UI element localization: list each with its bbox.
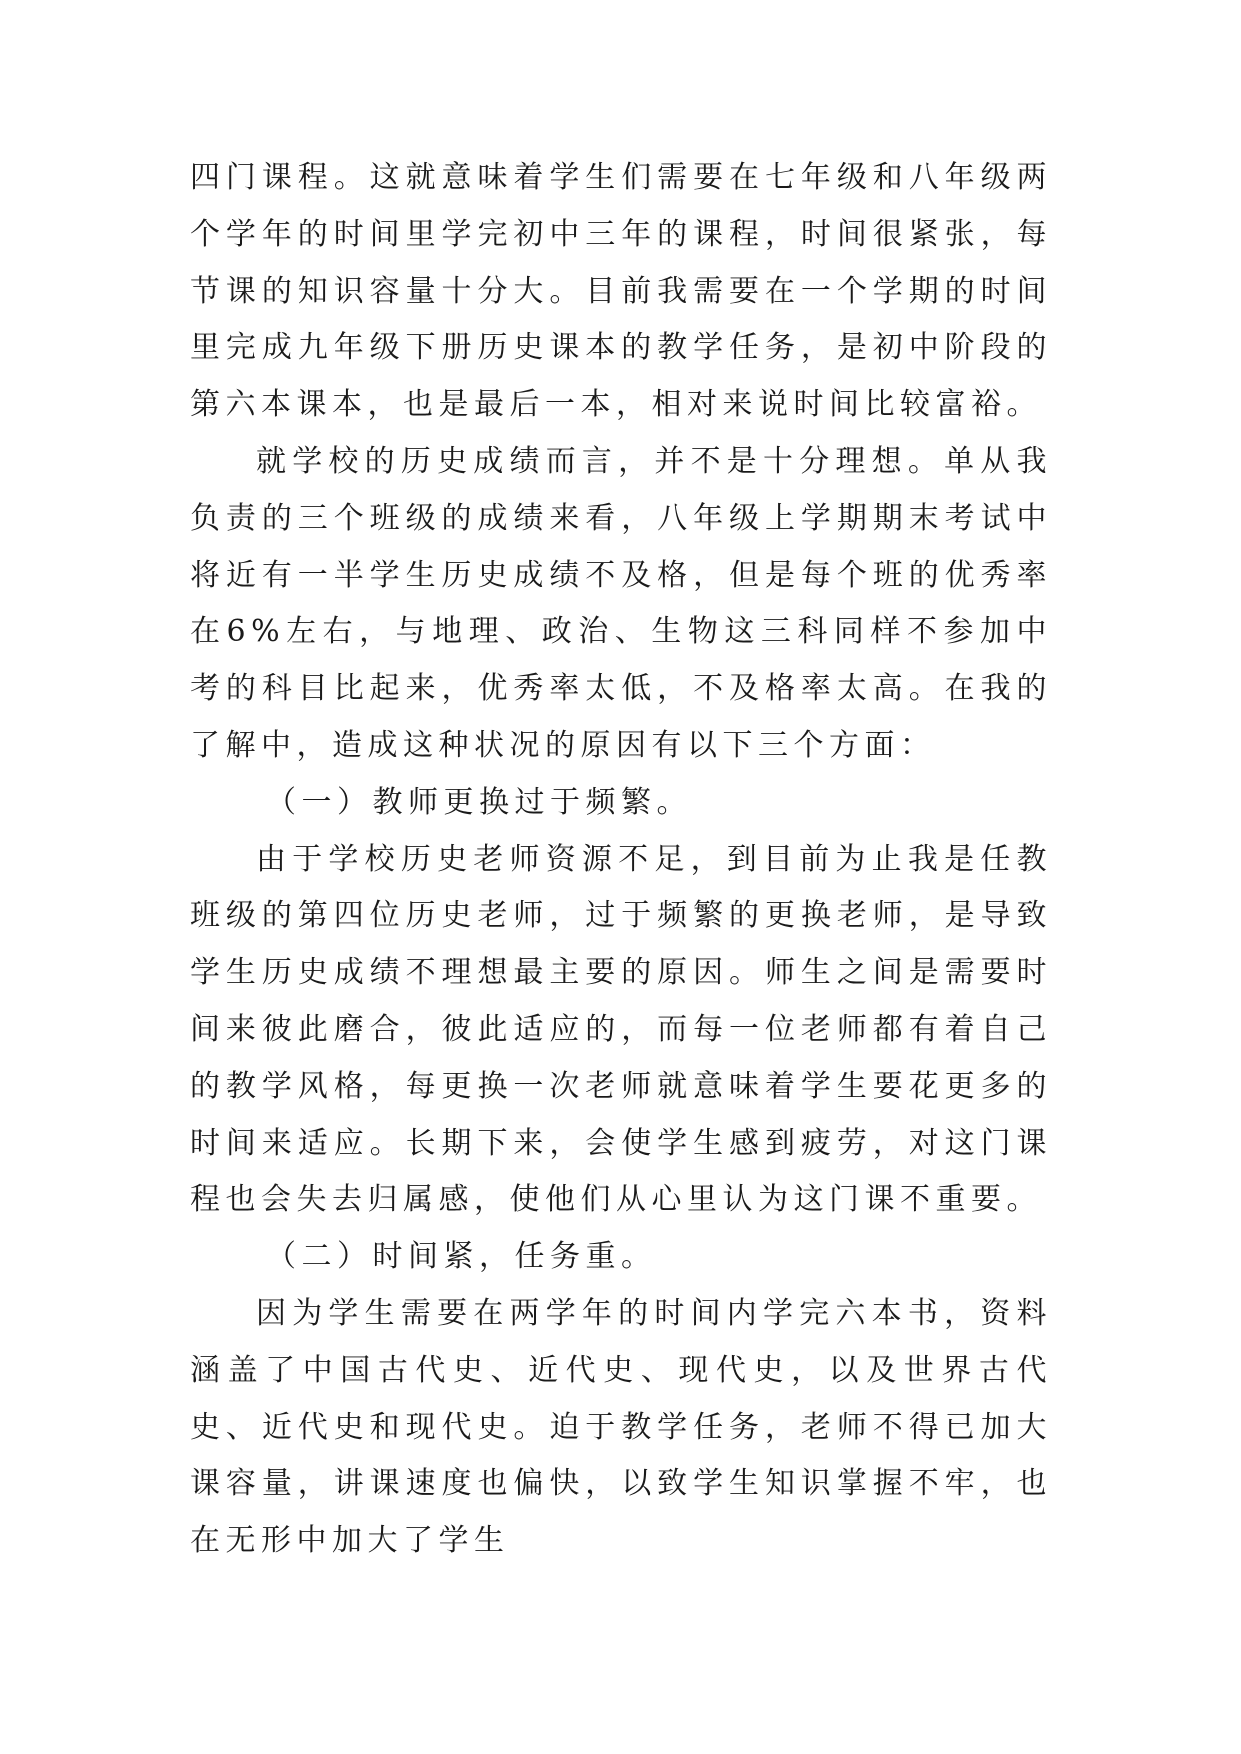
paragraph-teacher-change: 由于学校历史老师资源不足，到目前为止我是任教班级的第四位历史老师，过于频繁的更换老师，是导致学生历史成绩不理想最主要的原因。师生之间是需要时间来彼此磨合，彼此适应的，而每一位老师都有着自己的教学风格，每更换一次老师就意味着学生要花更多的时间来适应。长期下来，会使学生感到疲劳，对这门课程也会失去归属感，使他们从心里认为这门课不重要。: [190, 841, 1052, 1218]
body-text: [190, 150, 1052, 1570]
section-heading-2: （二）时间紧，任务重。: [266, 1239, 657, 1275]
section-heading-1: （一）教师更换过于频繁。: [266, 784, 692, 820]
paragraph-time-pressure: 因为学生需要在两学年的时间内学完六本书，资料涵盖了中国古代史、近代史、现代史，以及世界古代史、近代史和现代史。迫于教学任务，老师不得已加大课容量，讲课速度也偏快，以致学生知识掌握不牢，也在无形中加大了学生: [190, 1295, 1052, 1559]
paragraph-school-grades: 就学校的历史成绩而言，并不是十分理想。单从我负责的三个班级的成绩来看，八年级上学期期末考试中将近有一半学生历史成绩不及格，但是每个班的优秀率在6%左右，与地理、政治、生物这三科同样不参加中考的科目比起来，优秀率太低，不及格率太高。在我的了解中，造成这种状况的原因有以下三个方面：: [190, 443, 1052, 763]
paragraph-continuation: 四门课程。这就意味着学生们需要在七年级和八年级两个学年的时间里学完初中三年的课程，时间很紧张，每节课的知识容量十分大。目前我需要在一个学期的时间里完成九年级下册历史课本的教学任务，是初中阶段的第六本课本，也是最后一本，相对来说时间比较富裕。: [190, 160, 1052, 423]
